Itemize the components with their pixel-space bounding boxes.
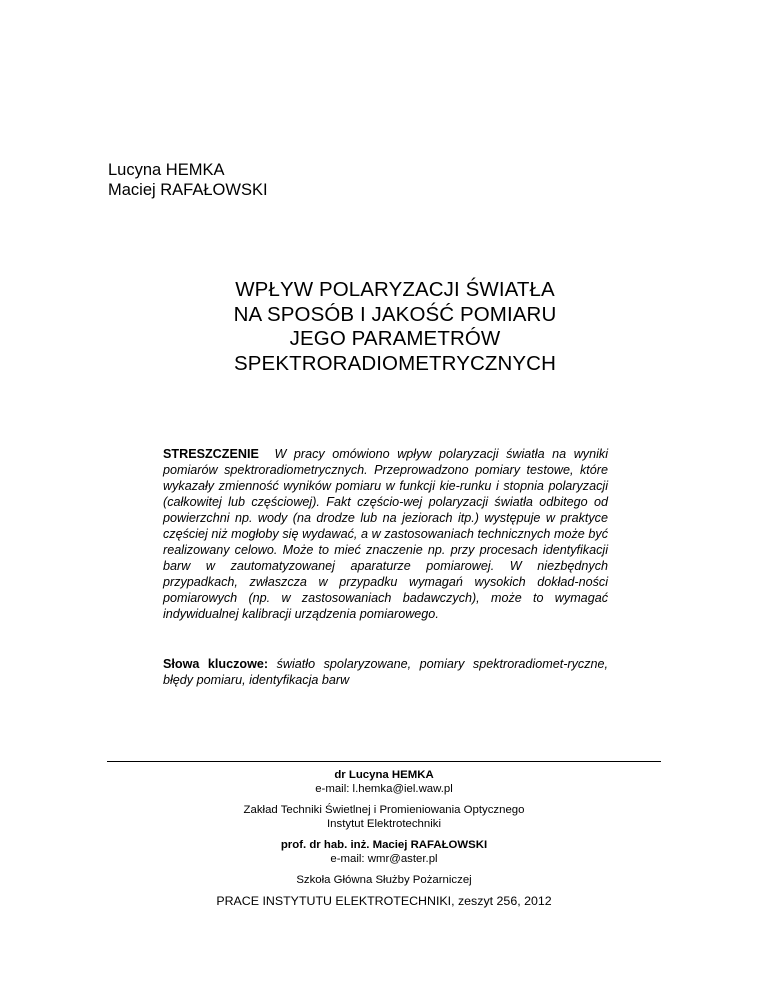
- abstract-text: W pracy omówiono wpływ polaryzacji światła na wyniki pomiarów spektroradiometrycznych. Przeprowadzono pomiary testowe, które wykazały zmienność wyników pomiaru w funkcji kie-runku i stopnia polaryzacji (całkowitej lub częściowej). Fakt częścio-wej polaryzacji światła odbitego od powierzchni np. wody (na drodze lub na jeziorach itp.) występuje w praktyce częściej niż mogłoby się wydawać, a w zastosowaniach technicznych może być realizowany celowo. Może to mieć znaczenie np. przy procesach identyfikacji barw w zautomatyzowanej aparaturze pomiarowej. W niezbędnych przypadkach, zwłaszcza w przypadku wymagań wysokich dokład-ności pomiarowych (np. w zastosowaniach badawczych), może to wymagać indywidualnej kalibracji urządzenia pomiarowego.: [163, 447, 609, 621]
- journal-citation: PRACE INSTYTUTU ELEKTROTECHNIKI, zeszyt 256, 2012: [216, 894, 552, 908]
- author-affiliations: [107, 768, 661, 887]
- author-name: Lucyna HEMKA: [108, 161, 225, 179]
- affiliation-email: e-mail: wmr@aster.pl: [330, 853, 438, 865]
- affiliation-author-name: prof. dr hab. inż. Maciej RAFAŁOWSKI: [280, 839, 488, 851]
- title-line: NA SPOSÓB I JAKOŚĆ POMIARU: [233, 302, 557, 326]
- abstract: [163, 446, 608, 622]
- author-list: [108, 160, 268, 200]
- paper-title: [160, 278, 630, 376]
- abstract-label: STRESZCZENIE: [163, 447, 259, 461]
- author-name: Maciej RAFAŁOWSKI: [108, 181, 268, 199]
- title-line: JEGO PARAMETRÓW: [289, 327, 501, 350]
- affiliation-school: Szkoła Główna Służby Pożarniczej: [296, 874, 472, 886]
- affiliation-author-name: dr Lucyna HEMKA: [334, 769, 434, 781]
- title-line: WPŁYW POLARYZACJI ŚWIATŁA: [235, 278, 555, 301]
- affiliation-institute: Instytut Elektrotechniki: [327, 818, 441, 830]
- title-line: SPEKTRORADIOMETRYCZNYCH: [234, 351, 556, 375]
- keywords-label: Słowa kluczowe:: [163, 657, 269, 671]
- affiliation-email: e-mail: l.hemka@iel.waw.pl: [315, 783, 453, 795]
- keywords-text: światło spolaryzowane, pomiary spektroradiomet-ryczne, błędy pomiaru, identyfikacja barw: [163, 657, 609, 687]
- footer-divider: [107, 761, 661, 762]
- keywords: [163, 656, 608, 688]
- affiliation-department: Zakład Techniki Świetlnej i Promieniowania Optycznego: [243, 804, 525, 816]
